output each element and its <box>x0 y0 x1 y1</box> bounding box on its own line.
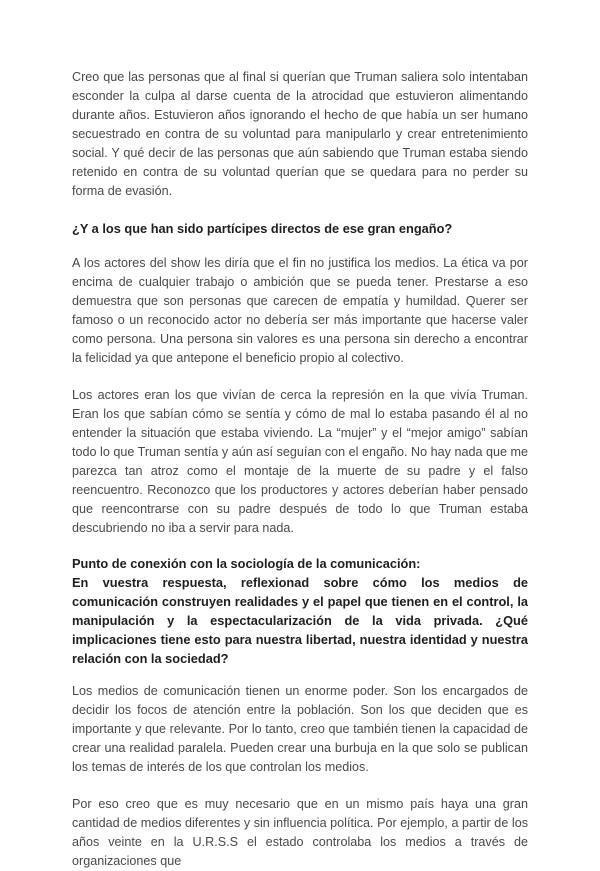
connection-prompt: En vuestra respuesta, reflexionad sobre cómo los medios de comunicación construyen realidades y el papel que tienen en el control, la manipulación y la espectacularización de la vida privada. ¿Qué implicaciones tiene esto para nuestra libertad, nuestra identidad y nuestra relación con la sociedad? <box>72 575 528 666</box>
paragraph-2: A los actores del show les diría que el fin no justifica los medios. La ética va por encima de cualquier trabajo o ambición que se pueda tener. Prestarse a eso demuestra que son personas que carecen de empatía y humildad. Querer ser famoso o un reconocido actor no debería ser más importante que hacerse valer como persona. Una persona sin valores es una persona sin derecho a encontrar la felicidad ya que antepone el beneficio propio al colectivo. <box>72 256 528 365</box>
paragraph-1: Creo que las personas que al final si querían que Truman saliera solo intentaban esconder la culpa al darse cuenta de la atrocidad que estuvieron alimentando durante años. Estuvieron años ignorando el hecho de que había un ser humano secuestrado en contra de su voluntad para manipularlo y crear entretenimiento social. Y qué decir de las personas que aún sabiendo que Truman estaba siendo retenido en contra de su voluntad querían que se quedara para no perder su forma de evasión. <box>72 70 528 198</box>
paragraph-5: Por eso creo que es muy necesario que en un mismo país haya una gran cantidad de medios diferentes y sin influencia política. Por ejemplo, a partir de los años veinte en la U.R.S.S el estado controlaba los medios a través de organizaciones que <box>72 797 528 868</box>
paragraph-4: Los medios de comunicación tienen un enorme poder. Son los encargados de decidir los focos de atención entre la población. Son los que deciden que es importante y que relevante. Por lo tanto, creo que también tienen la capacidad de crear una realidad paralela. Pueden crear una burbuja en la que solo se publican los temas de interés de los que controlan los medios. <box>72 684 528 774</box>
question-heading: ¿Y a los que han sido partícipes directos de ese gran engaño? <box>72 221 453 236</box>
connection-heading: Punto de conexión con la sociología de la comunicación: <box>72 556 421 571</box>
paragraph-3: Los actores eran los que vivían de cerca la represión en la que vivía Truman. Eran los que sabían cómo se sentía y cómo de mal lo estaba pasando él al no entender la situación que estaba viviendo. La “mujer” y el “mejor amigo” sabían todo lo que Truman sentía y aún así seguían con el engaño. No hay nada que me parezca tan atroz como el montaje de la muerte de su padre y el falso reencuentro. Reconozco que los productores y actores deberían haber pensado que reencontrarse con su padre después de todo lo que Truman estaba descubriendo no iba a servir para nada. <box>72 388 528 535</box>
connection-heading-block <box>72 554 528 668</box>
